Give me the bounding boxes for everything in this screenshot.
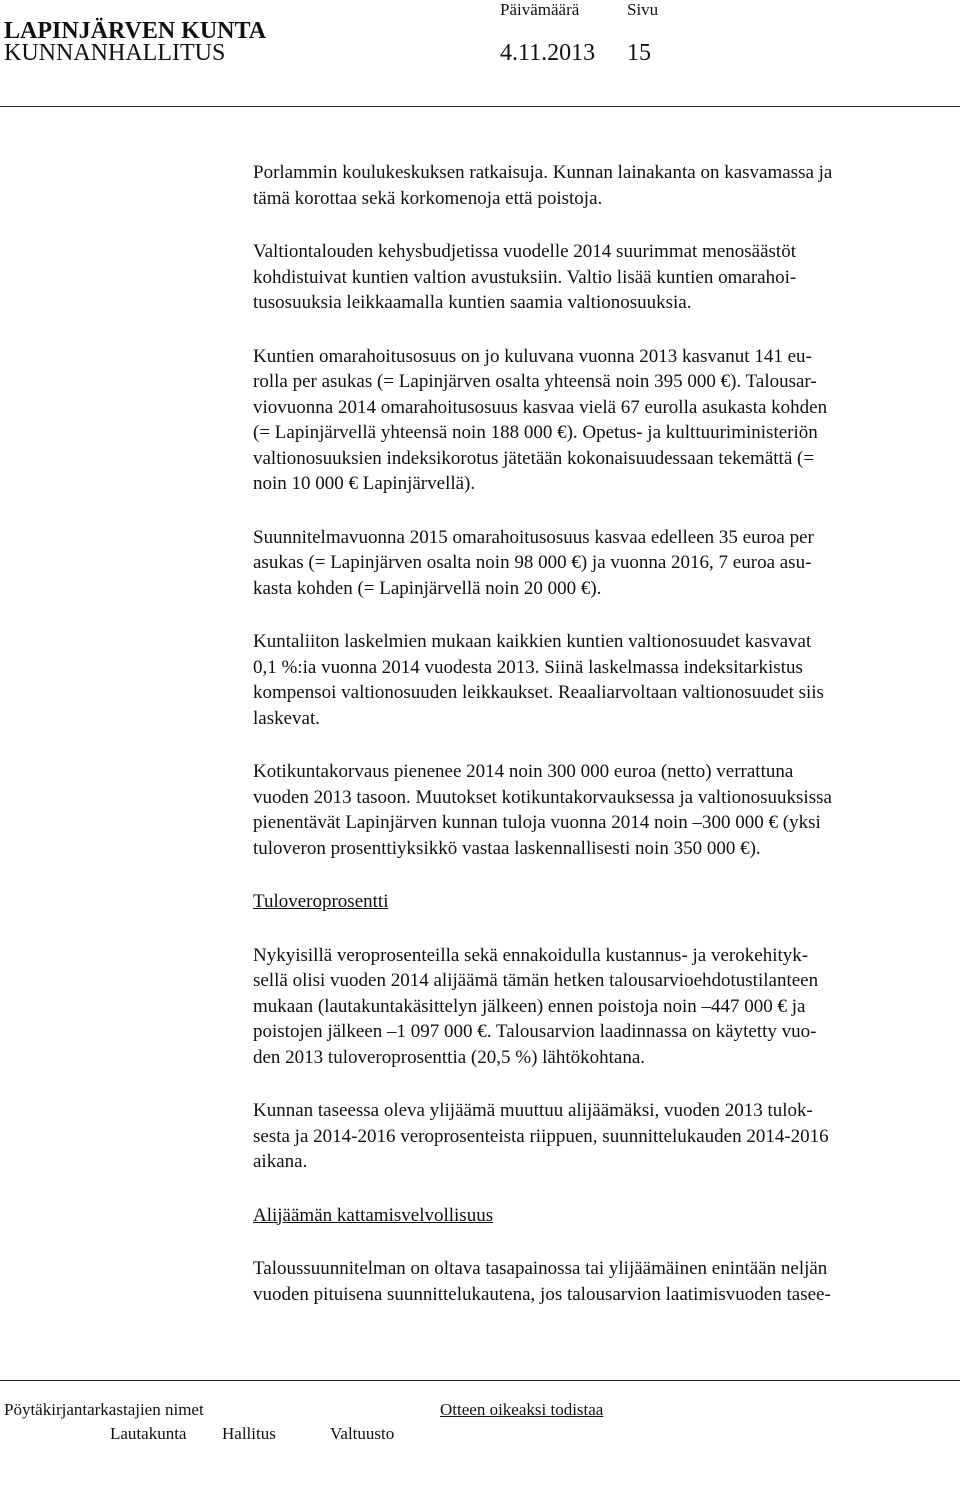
text-line: Suunnitelmavuonna 2015 omarahoitusosuus kasvaa edelleen 35 euroa per [253,526,814,548]
text-line: asukas (= Lapinjärven osalta noin 98 000 €) ja vuonna 2016, 7 euroa asu- [253,552,812,573]
text-line: kohdistuivat kuntien valtion avustuksiin. Valtio lisää kuntien omarahoi- [253,266,797,288]
certified-copy-label: Otteen oikeaksi todistaa [440,1400,604,1419]
footer-board-lautakunta: Lautakunta [110,1424,187,1443]
paragraph [253,239,953,316]
footer-board-hallitus: Hallitus [222,1424,276,1443]
text-line: Kunnan taseessa oleva ylijäämä muuttuu alijäämäksi, vuoden 2013 tulok- [253,1100,813,1121]
text-line: mukaan (lautakuntakäsittelyn jälkeen) ennen poistoja noin –447 000 € ja [253,995,806,1017]
text-line: poistojen jälkeen –1 097 000 €. Talousarvion laadinnassa on käytetty vuo- [253,1021,817,1042]
text-line: aikana. [253,1151,308,1172]
document-date: 4.11.2013 [500,40,596,66]
text-line: sesta ja 2014-2016 veroprosenteista riippuen, suunnittelukauden 2014-2016 [253,1125,829,1147]
text-line: rolla per asukas (= Lapinjärven osalta yhteensä noin 395 000 €). Talousar- [253,371,817,392]
paragraph [253,344,953,497]
page-number: 15 [627,40,651,66]
text-line: Taloussuunnitelman on oltava tasapainossa tai ylijäämäinen enintään neljän [253,1258,828,1279]
text-line: noin 10 000 € Lapinjärvellä). [253,473,476,494]
board-name: KUNNANHALLITUS [4,40,226,66]
text-line: laskevat. [253,707,321,729]
text-line: tämä korottaa sekä korkomenoja että poistoja. [253,187,603,209]
text-line: Valtiontalouden kehysbudjetissa vuodelle 2014 suurimmat menosäästöt [253,241,796,262]
paragraph [253,525,953,602]
date-label: Päivämäärä [500,0,580,19]
text-line: tuloveron prosenttiyksikkö vastaa laskennallisesti noin 350 000 €). [253,837,761,859]
text-line: Nykyisillä veroprosenteilla sekä ennakoidulla kustannus- ja verokehityk- [253,944,809,966]
checkers-label: Pöytäkirjantarkastajien nimet [4,1400,204,1419]
paragraph [253,759,953,861]
paragraph [253,160,953,211]
paragraph [253,629,953,731]
header-divider [0,106,960,107]
paragraph [253,943,953,1071]
text-line: 0,1 %:ia vuonna 2014 vuodesta 2013. Siinä laskelmassa indeksitarkistus [253,656,803,678]
section-heading: Alijäämän kattamisvelvollisuus [253,1204,494,1226]
text-line: kompensoi valtionosuuden leikkaukset. Reaaliarvoltaan valtionosuudet siis [253,682,824,703]
text-line: den 2013 tuloveroprosenttia (20,5 %) lähtökohtana. [253,1046,646,1068]
footer [0,1380,960,1512]
text-line: vuoden pituisena suunnittelukautena, jos talousarvion laatimisvuoden tasee- [253,1283,831,1305]
text-line: tusosuuksia leikkaamalla kuntien saamia valtionosuuksia. [253,292,692,313]
text-line: pienentävät Lapinjärven kunnan tuloja vuonna 2014 noin –300 000 € (yksi [253,812,821,833]
text-line: sellä olisi vuoden 2014 alijäämä tämän hetken talousarvioehdotustilanteen [253,970,819,991]
organization-name: LAPINJÄRVEN KUNTA [4,18,267,44]
text-line: vuoden 2013 tasoon. Muutokset kotikuntakorvauksessa ja valtionosuuksissa [253,786,832,808]
text-line: kasta kohden (= Lapinjärvellä noin 20 000 €). [253,577,602,599]
text-line: Kuntaliiton laskelmien mukaan kaikkien kuntien valtionosuudet kasvavat [253,631,812,652]
footer-board-valtuusto: Valtuusto [330,1424,395,1443]
text-line: viovuonna 2014 omarahoitusosuus kasvaa vielä 67 eurolla asukasta kohden [253,396,828,418]
paragraph [253,1256,953,1307]
section-heading: Tuloveroprosentti [253,891,389,912]
page-label: Sivu [627,0,659,19]
text-line: Porlammin koulukeskuksen ratkaisuja. Kunnan lainakanta on kasvamassa ja [253,162,833,183]
text-line: Kotikuntakorvaus pienenee 2014 noin 300 000 euroa (netto) verrattuna [253,761,794,782]
text-line: (= Lapinjärvellä yhteensä noin 188 000 €). Opetus- ja kulttuuriministeriön [253,422,818,443]
document-body [253,160,953,1335]
text-line: Kuntien omarahoitusosuus on jo kuluvana vuonna 2013 kasvanut 141 eu- [253,345,812,367]
text-line: valtionosuuksien indeksikorotus jätetään kokonaisuudessaan tekemättä (= [253,447,815,469]
paragraph [253,1098,953,1175]
